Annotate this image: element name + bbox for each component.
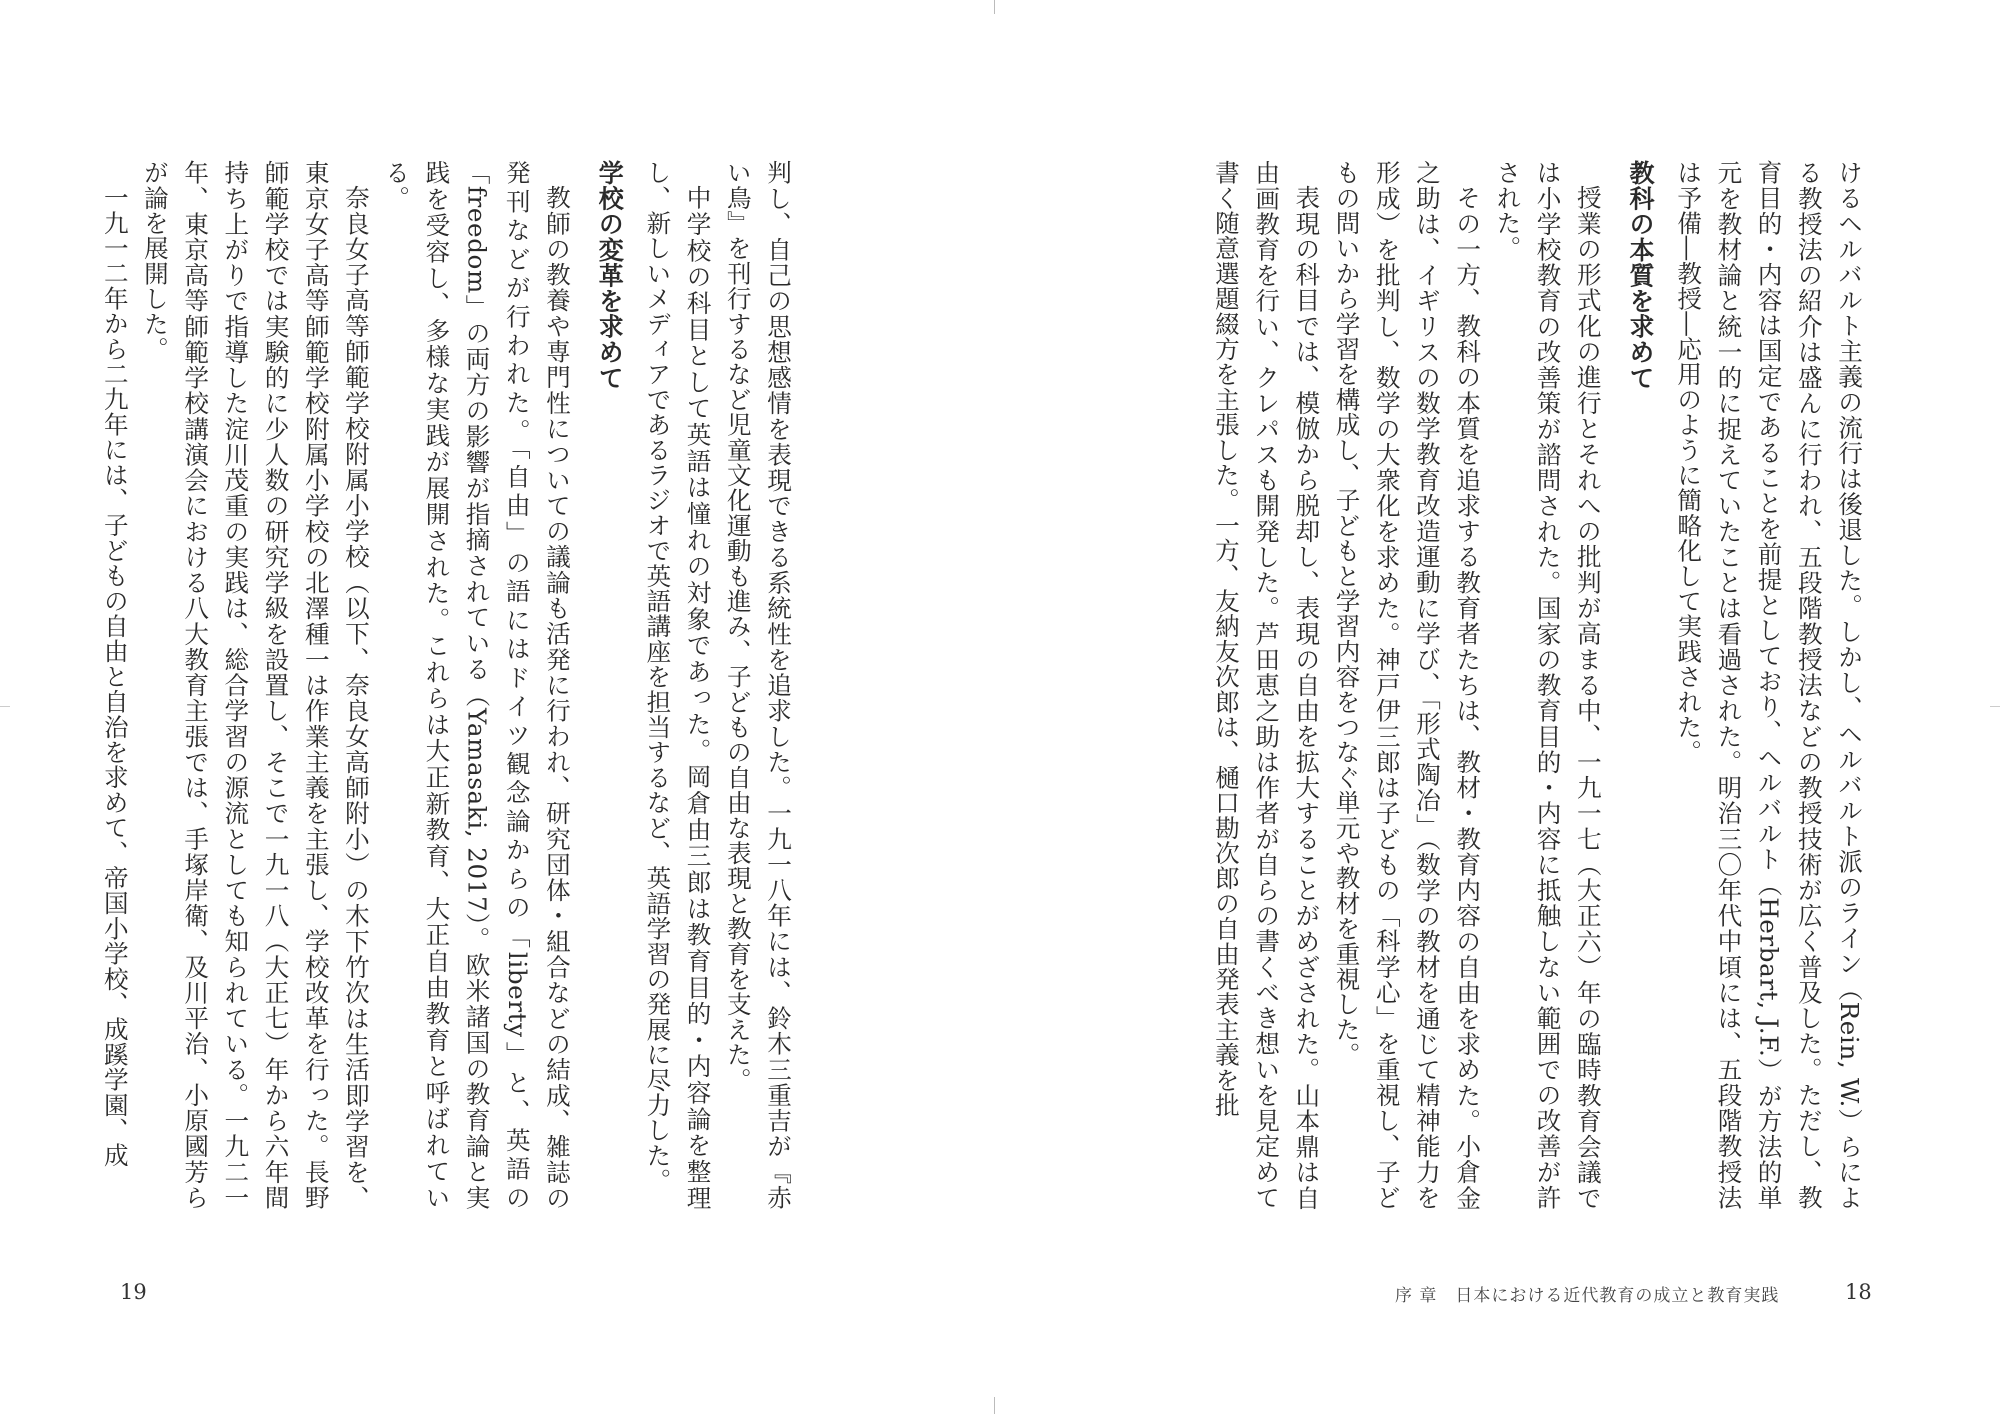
page-18 — [1000, 0, 2000, 1414]
running-head: 序 章 日本における近代教育の成立と教育実践 — [1395, 1286, 1780, 1306]
page-number: 18 — [1845, 1280, 1872, 1304]
paragraph: 奈良女子高等師範学校附属小学校（以下、奈良女高師附小）の木下竹次は生活即学習を、東京女子高等師範学校附属小学校の北澤種一は作業主義を主張し、学校改革を行った。長野師範学校では実験的に少人数の研究学級を設置し、そこで一九一八（大正七）年から六年間持ち上がりで指導した淀川茂重の実践は、総合学習の源流としても知られている。一九二一年、東京高等師範学校講演会における八大教育主張では、手塚岸衛、及川平治、小原國芳らが論を展開した。 — [140, 160, 371, 1210]
page-number: 19 — [120, 1280, 147, 1304]
paragraph: 教師の教養や専門性についての議論も活発に行われ、研究団体・組合などの結成、雑誌の発刊などが行われた。「自由」の語にはドイツ観念論からの「liberty」と、英語の「freedom」の両方の影響が指摘されている（Yamasaki, 2017）。欧米諸国の教育論と実践を受容し、多様な実践が展開された。これらは大正新教育、大正自由教育と呼ばれている。 — [382, 160, 572, 1210]
paragraph: 中学校の科目として英語は憧れの対象であった。岡倉由三郎は教育目的・内容論を整理し、新しいメディアであるラジオで英語講座を担当するなど、英語学習の発展に尽力した。 — [643, 160, 713, 1210]
paragraph: 表現の科目では、模倣から脱却し、表現の自由を拡大することがめざされた。山本鼎は自由画教育を行い、クレパスも開発した。芦田恵之助は作者が自らの書くべき想いを見定めて書く随意選題綴方を主張した。一方、友納友次郎は、樋口勘次郎の自由発表主義を批 — [1211, 160, 1322, 1210]
paragraph: 授業の形式化の進行とそれへの批判が高まる中、一九一七（大正六）年の臨時教育会議では小学校教育の改善策が諮問された。国家の教育目的・内容に抵触しない範囲での改善が許された。 — [1493, 160, 1603, 1210]
paragraph: その一方、教科の本質を追求する教育者たちは、教材・教育内容の自由を求めた。小倉金之助は、イギリスの数学教育改造運動に学び、「形式陶冶」（数学の教材を通じて精神能力を形成）を批判し、数学の大衆化を求めた。神戸伊三郎は子どもの「科学心」を重視し、子どもの問いから学習を構成し、子どもと学習内容をつなぐ単元や教材を重視した。 — [1332, 160, 1483, 1210]
paragraph: 判し、自己の思想感情を表現できる系統性を追求した。一九一八年には、鈴木三重吉が『赤い鳥』を刊行するなど児童文化運動も進み、子どもの自由な表現と教育を支えた。 — [723, 160, 793, 1210]
section-heading: 学校の変革を求めて — [595, 160, 625, 391]
page-18-body — [1191, 160, 1869, 1210]
paragraph: 一九一二年から二九年には、子どもの自由と自治を求めて、帝国小学校、成蹊学園、成 — [100, 184, 130, 1168]
section-heading: 教科の本質を求めて — [1625, 160, 1655, 391]
page-19-body — [100, 160, 798, 1210]
paragraph: けるヘルバルト主義の流行は後退した。しかし、ヘルバルト派のライン（Rein, W.）らによる教授法の紹介は盛んに行われ、五段階教授法などの教授技術が広く普及した。ただし、教育目的・内容は国定であることを前提としており、ヘルバルト（Herbart, J.F.）が方法的単元を教材論と統一的に捉えていたことは看過された。明治三〇年代中頃には、五段階教授法は予備―教授―応用のように簡略化して実践された。 — [1674, 160, 1864, 1210]
